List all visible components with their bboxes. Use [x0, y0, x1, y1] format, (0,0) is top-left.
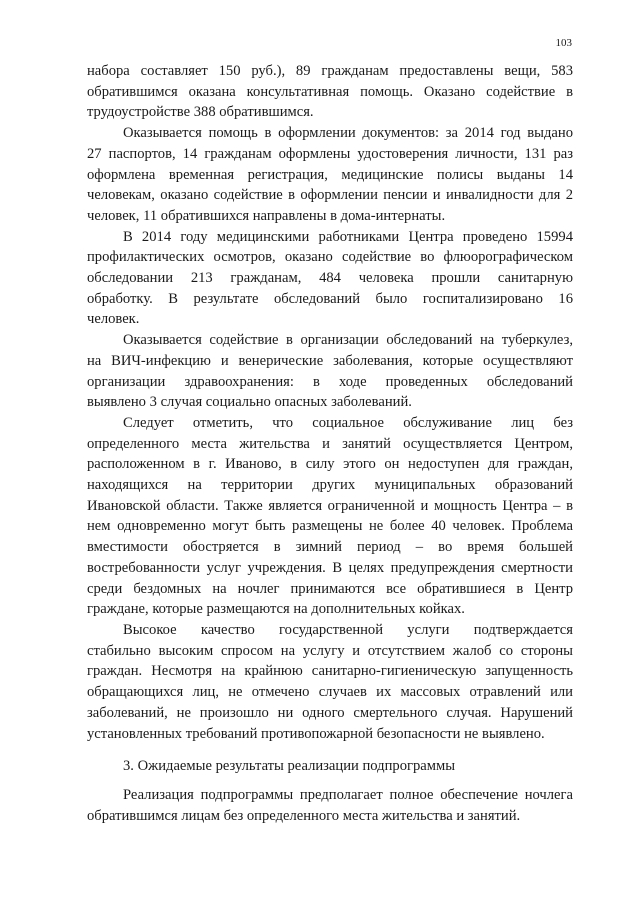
paragraph-line: 27 паспортов, 14 гражданам оформлены удостоверения личности, 131 раз — [87, 145, 573, 162]
paragraph-line: организации здравоохранения: в ходе проведенных обследований — [87, 373, 573, 390]
paragraph-line: обратившимся оказана консультативная помощь. Оказано содействие в — [87, 83, 573, 100]
paragraph-line: обращающихся лиц, не отмечено случаев их массовых отравлений или — [87, 684, 573, 701]
paragraph-line: вместимости обостряется в зимний период – во время большей — [87, 539, 573, 556]
paragraph-line: оформлена временная регистрация, медицинские полисы выданы 14 — [87, 166, 573, 183]
document-body — [87, 61, 573, 826]
paragraph-line: находящихся на территории других муниципальных образований — [87, 477, 573, 494]
paragraphs-container — [87, 61, 573, 744]
paragraph-line: расположенном в г. Иваново, в силу этого он недоступен для граждан, — [87, 456, 573, 473]
paragraph-line: Высокое качество государственной услуги подтверждается — [123, 621, 573, 638]
paragraph-line: установленных требований противопожарной безопасности не выявлено. — [87, 725, 545, 742]
paragraph — [87, 785, 573, 826]
paragraph-line: обследовании 213 гражданам, 484 человека прошли санитарную — [87, 270, 573, 287]
paragraph-line: выявлено 3 случая социально опасных заболеваний. — [87, 394, 412, 411]
paragraph-line: на ВИЧ-инфекцию и венерические заболевания, которые осуществляют — [87, 352, 573, 369]
paragraph-line: среди бездомных на ночлег принимаются все обратившиеся в Центр — [87, 580, 573, 597]
paragraph-line: нем одновременно могут быть размещены не более 40 человек. Проблема — [87, 518, 573, 535]
paragraph-line: граждане, которые размещаются на дополнительных койках. — [87, 601, 465, 618]
section-heading: 3. Ожидаемые результаты реализации подпрограммы — [123, 758, 456, 775]
paragraph — [87, 123, 573, 227]
paragraph — [87, 620, 573, 744]
paragraph-line: стабильно высоким спросом на услугу и отсутствием жалоб со стороны — [87, 642, 573, 659]
paragraph-line: граждан. Несмотря на крайнюю санитарно-гигиеническую запущенность — [87, 663, 573, 680]
paragraph-line: Оказывается содействие в организации обследований на туберкулез, — [123, 332, 573, 349]
paragraph-line: востребованности услуг учреждения. В целях предупреждения смертности — [87, 559, 573, 576]
paragraph-line: Реализация подпрограммы предполагает полное обеспечение ночлега — [123, 786, 573, 803]
paragraph-line: набора составляет 150 руб.), 89 гражданам предоставлены вещи, 583 — [87, 63, 573, 79]
paragraph — [87, 413, 573, 620]
page-number: 103 — [555, 37, 572, 49]
paragraph-line: человекам, оказано содействие в оформлении пенсии и инвалидности для 2 — [87, 187, 573, 204]
paragraph-line: профилактических осмотров, оказано содействие во флюорографическом — [87, 249, 573, 266]
paragraph-line: Следует отметить, что социальное обслуживание лиц без — [123, 414, 573, 431]
paragraph-line: заболеваний, не произошло ни одного смертельного случая. Нарушений — [87, 704, 573, 721]
paragraph-line: Оказывается помощь в оформлении документов: за 2014 год выдано — [123, 125, 573, 142]
paragraph — [87, 330, 573, 413]
paragraph-line: обработку. В результате обследований было госпитализировано 16 — [87, 290, 573, 307]
paragraph-line: трудоустройстве 388 обратившимся. — [87, 104, 314, 121]
paragraph-line: обратившимся лицам без определенного места жительства и занятий. — [87, 807, 521, 824]
after-heading-container — [87, 785, 573, 826]
paragraph-line: В 2014 году медицинскими работниками Центра проведено 15994 — [123, 228, 573, 245]
paragraph — [87, 61, 573, 123]
paragraph-line: определенного места жительства и занятий осуществляется Центром, — [87, 435, 573, 452]
paragraph-line: Ивановской области. Также является ограниченной и мощность Центра – в — [87, 497, 573, 514]
paragraph-line: человек, 11 обратившихся направлены в дома-интернаты. — [87, 207, 446, 224]
paragraph-line: человек. — [87, 311, 140, 328]
paragraph — [87, 227, 573, 331]
